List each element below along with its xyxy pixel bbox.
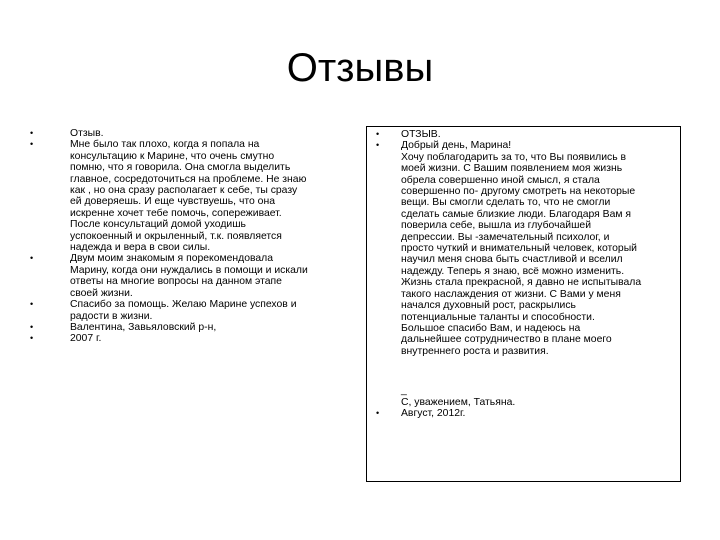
review-list-left xyxy=(30,128,350,345)
text-line: искренне хочет тебе помочь, сопереживает. xyxy=(70,207,282,219)
review-left xyxy=(30,128,350,345)
list-item xyxy=(30,333,350,344)
text-line: поверила себе, вышла из глубочайшей xyxy=(401,220,592,232)
text-line: ответы на многие вопросы на данном этапе xyxy=(70,276,282,288)
text-line: главное, сосредоточиться на проблеме. Не знаю xyxy=(70,173,307,185)
list-item xyxy=(371,408,676,419)
text-line: После консультаций домой уходишь xyxy=(70,219,246,231)
review-right-box xyxy=(366,126,681,482)
list-item xyxy=(30,322,350,333)
text-line: радости в жизни. xyxy=(70,310,153,322)
text-line: вещи. Вы смогли сделать то, что не смогли xyxy=(401,197,611,209)
text-line: • Валентина, Завьяловский р-н, xyxy=(70,321,217,333)
list-item xyxy=(371,129,676,140)
page-title: Отзывы xyxy=(286,46,434,90)
text-line: депрессии. Вы -замечательный психолог, и xyxy=(401,231,610,243)
text-line: консультацию к Марине, что очень смутно xyxy=(70,150,275,162)
text-line: успокоенный и окрыленный, т.к. появляется xyxy=(70,230,282,242)
text-line: надежду. Теперь я знаю, всё можно изменить. xyxy=(401,265,625,277)
text-line: • 2007 г. xyxy=(70,333,102,345)
text-line: потенциальные таланты и способности. xyxy=(401,311,595,323)
text-line: Жизнь стала прекрасной, я давно не испытывала xyxy=(401,277,642,289)
text-line: такого наслаждения от жизни. С Вами у меня xyxy=(401,288,621,300)
text-line: • Спасибо за помощь. Желаю Марине успехов и xyxy=(70,299,297,311)
text-line: внутреннего роста и развития. xyxy=(401,345,549,357)
list-item xyxy=(371,357,676,385)
list-item xyxy=(371,140,676,357)
text-line: Хочу поблагодарить за то, что Вы появились в xyxy=(401,151,627,163)
text-line: _ xyxy=(401,385,407,397)
text-line: • ОТЗЫВ. xyxy=(401,129,441,140)
text-line: ей доверяешь. И еще чувствуешь, что она xyxy=(70,196,275,208)
text-line: научил меня снова быть счастливой и вселил xyxy=(401,254,623,266)
text-line: • Двум моим знакомым я порекомендовала xyxy=(70,253,274,265)
text-line: Марину, когда они нуждались в помощи и искали xyxy=(70,264,308,276)
text-line: • Отзыв. xyxy=(70,128,104,139)
list-item xyxy=(30,128,350,139)
text-line: совершенно по- другому смотреть на некоторые xyxy=(401,186,636,198)
text-line: помню, что я говорила. Она смогла выделить xyxy=(70,162,291,174)
text-line: моей жизни. С Вашим появлением моя жизнь xyxy=(401,163,623,175)
text-line: сделать самые близкие люди. Благодаря Вам я xyxy=(401,208,632,220)
text-line: как , но она сразу располагает к себе, ты сразу xyxy=(70,185,298,197)
text-line: С, уважением, Татьяна. xyxy=(401,396,516,408)
text-line: начался духовный рост, раскрылись xyxy=(401,300,576,312)
text-line: дальнейшее сотрудничество в плане моего xyxy=(401,334,612,346)
list-item xyxy=(30,299,350,322)
text-line: надежда и вера в свои силы. xyxy=(70,242,211,254)
list-item xyxy=(30,139,350,253)
text-line: обрела совершенно иной смысл, я стала xyxy=(401,174,600,186)
text-line: • Август, 2012г. xyxy=(401,407,466,419)
list-item xyxy=(30,253,350,299)
text-line: своей жизни. xyxy=(70,287,133,299)
list-item xyxy=(371,385,676,408)
text-line: просто чуткий и внимательный человек, который xyxy=(401,243,637,255)
review-list-right xyxy=(371,129,676,419)
text-line: • Мне было так плохо, когда я попала на xyxy=(70,139,260,151)
text-line: • Добрый день, Марина! xyxy=(401,140,512,152)
text-line: Большое спасибо Вам, и надеюсь на xyxy=(401,322,581,334)
